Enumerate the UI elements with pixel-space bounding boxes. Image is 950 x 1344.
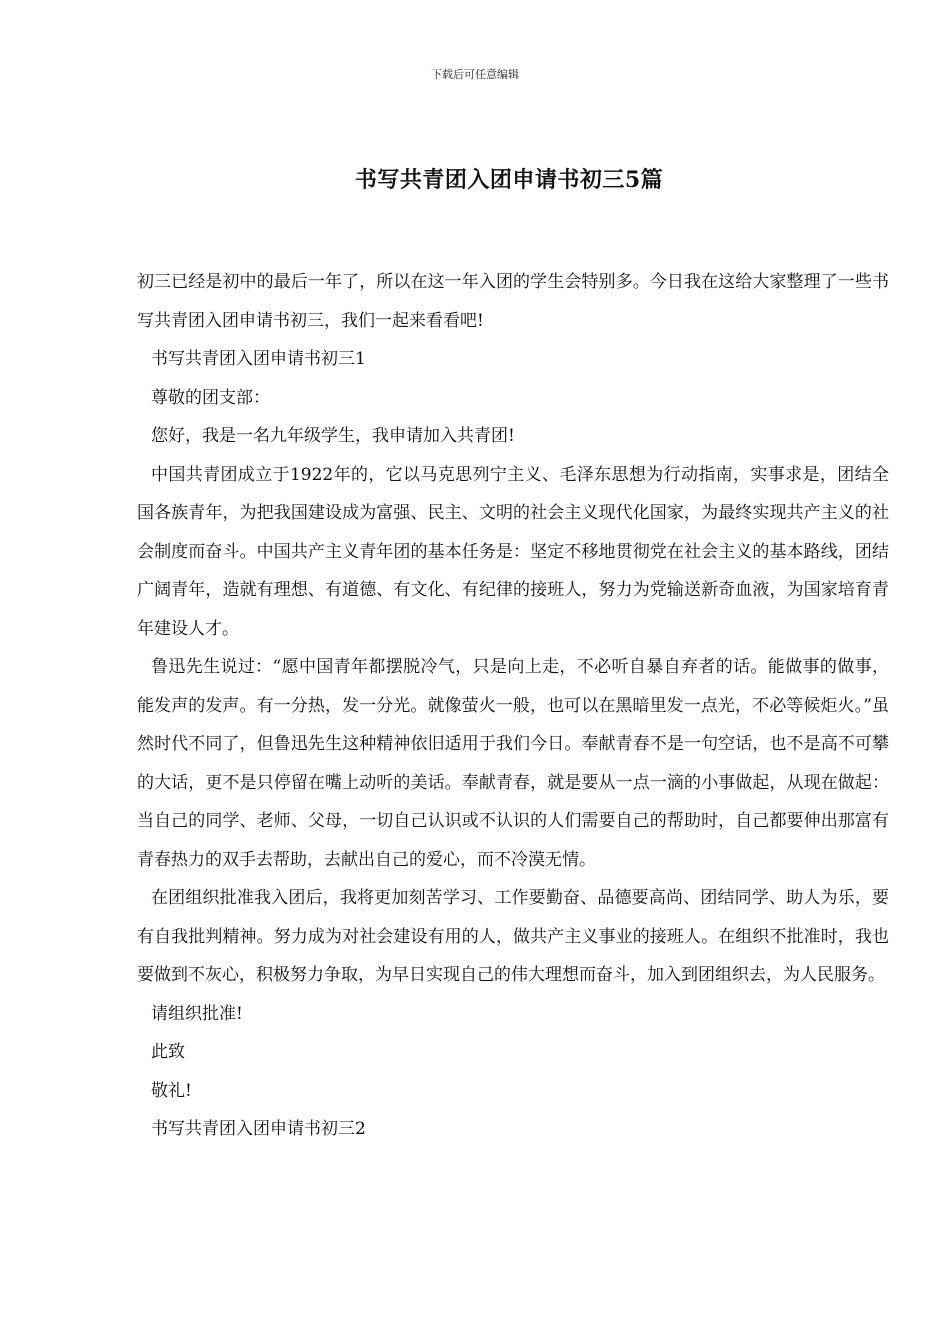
intro-paragraph: 初三已经是初中的最后一年了，所以在这一年入团的学生会特别多。今日我在这给大家整理了一些书写共青团入团申请书初三，我们一起来看看吧! — [137, 272, 889, 331]
document-body — [137, 263, 889, 1149]
body-paragraph: 鲁迅先生说过：“愿中国青年都摆脱冷气，只是向上走，不必听自暴自弃者的话。能做事的做事，能发声的发声。有一分热，发一分光。就像萤火一般，也可以在黑暗里发一点光，不必等候炬火。”虽然时代不同了，但鲁迅先生这种精神依旧适用于我们今日。奉献青春不是一句空话，也不是高不可攀的大话，更不是只停留在嘴上动听的美话。奉献青春，就是要从一点一滴的小事做起，从现在做起：当自己的同学、老师、父母，一切自己认识或不认识的人们需要自己的帮助时，自己都要伸出那富有青春热力的双手去帮助，去献出自己的爱心，而不冷漠无情。 — [137, 657, 889, 870]
closing-salute: 敬礼! — [151, 1080, 192, 1101]
document-title: 书写共青团入团申请书初三5篇 — [354, 167, 664, 193]
greeting-paragraph: 您好，我是一名九年级学生，我申请加入共青团! — [151, 426, 515, 446]
salutation: 尊敬的团支部： — [151, 387, 270, 408]
body-paragraph: 中国共青团成立于1922年的，它以马克思列宁主义、毛泽东思想为行动指南，实事求是，团结全国各族青年，为把我国建设成为富强、民主、文明的社会主义现代化国家，为最终实现共产主义的社会制度而奋斗。中国共产主义青年团的基本任务是：坚定不移地贯彻党在社会主义的基本路线，团结广阔青年，造就有理想、有道德、有文化、有纪律的接班人，努力为党输送新奇血液，为国家培育青年建设人才。 — [137, 464, 889, 639]
section-heading-2: 书写共青团入团申请书初三2 — [151, 1119, 366, 1139]
closing-line: 此致 — [151, 1042, 185, 1062]
body-paragraph: 在团组织批准我入团后，我将更加刻苦学习、工作要勤奋、品德要高尚、团结同学、助人为乐，要有自我批判精神。努力成为对社会建设有用的人，做共产主义事业的接班人。在组织不批准时，我也要做到不灰心，积极努力争取，为早日实现自己的伟大理想而奋斗，加入到团组织去，为人民服务。 — [137, 888, 889, 985]
closing-request: 请组织批准! — [151, 1003, 243, 1024]
section-heading-1: 书写共青团入团申请书初三1 — [151, 349, 366, 369]
header-note: 下载后可任意编辑 — [431, 68, 519, 81]
